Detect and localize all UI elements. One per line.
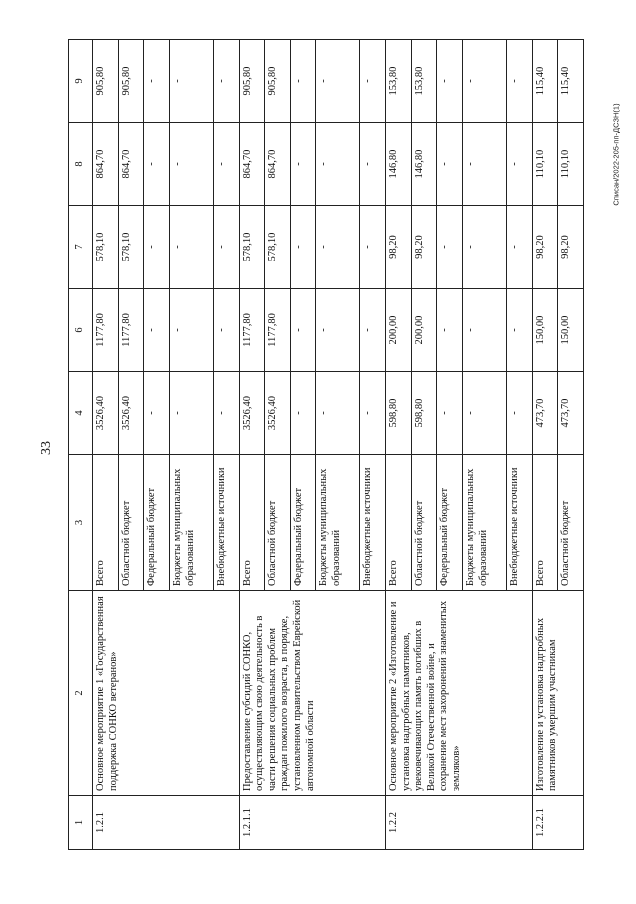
amount-cell: - — [144, 40, 170, 123]
amount-cell: 153,80 — [386, 40, 412, 123]
amount-cell: 473,70 — [558, 372, 584, 455]
amount-cell: - — [290, 123, 316, 206]
amount-cell: - — [316, 206, 360, 289]
amount-cell: - — [290, 372, 316, 455]
amount-cell: 578,10 — [265, 206, 291, 289]
funding-source-cell: Внебюджетные источники — [360, 455, 386, 591]
amount-cell: - — [507, 206, 533, 289]
amount-cell: - — [290, 40, 316, 123]
amount-cell: - — [507, 289, 533, 372]
amount-cell: - — [360, 206, 386, 289]
amount-cell: - — [507, 372, 533, 455]
amount-cell: 146,80 — [411, 123, 437, 206]
amount-cell: 200,00 — [411, 289, 437, 372]
header-cell: 3 — [69, 455, 93, 591]
funding-source-cell: Областной бюджет — [411, 455, 437, 591]
amount-cell: 3526,40 — [265, 372, 291, 455]
amount-cell: 1177,80 — [239, 289, 265, 372]
amount-cell: 98,20 — [558, 206, 584, 289]
amount-cell: 578,10 — [118, 206, 144, 289]
funding-source-cell: Всего — [93, 455, 119, 591]
funding-source-cell: Областной бюджет — [558, 455, 584, 591]
table-row — [93, 40, 119, 850]
amount-cell: - — [360, 289, 386, 372]
measure-name-cell: Основное мероприятие 1 «Государственная поддержка СОНКО ветеранов» — [93, 591, 240, 796]
header-cell: 1 — [69, 796, 93, 850]
amount-cell: - — [316, 40, 360, 123]
budget-table — [68, 39, 584, 850]
funding-source-cell: Федеральный бюджет — [290, 455, 316, 591]
amount-cell: 905,80 — [239, 40, 265, 123]
funding-source-cell: Внебюджетные источники — [507, 455, 533, 591]
amount-cell: - — [144, 372, 170, 455]
measure-name-cell: Основное мероприятие 2 «Изготовление и установка надгробных памятников, увековечивающих память погибших в Великой Отечественной войне, и сохранение мест захоронений знаменитых земляков» — [386, 591, 533, 796]
funding-source-cell: Федеральный бюджет — [144, 455, 170, 591]
amount-cell: - — [437, 206, 463, 289]
amount-cell: - — [144, 289, 170, 372]
header-cell: 7 — [69, 206, 93, 289]
amount-cell: 3526,40 — [118, 372, 144, 455]
rotated-table-container — [68, 40, 584, 850]
amount-cell: 1177,80 — [118, 289, 144, 372]
table-frame — [68, 40, 584, 850]
header-cell: 9 — [69, 40, 93, 123]
header-cell: 4 — [69, 372, 93, 455]
amount-cell: - — [507, 123, 533, 206]
amount-cell: 578,10 — [93, 206, 119, 289]
amount-cell: - — [169, 40, 213, 123]
amount-cell: 115,40 — [532, 40, 558, 123]
amount-cell: - — [463, 289, 507, 372]
amount-cell: - — [213, 289, 239, 372]
amount-cell: - — [437, 289, 463, 372]
amount-cell: 864,70 — [118, 123, 144, 206]
amount-cell: - — [463, 40, 507, 123]
amount-cell: 598,80 — [386, 372, 412, 455]
amount-cell: 3526,40 — [93, 372, 119, 455]
amount-cell: 864,70 — [239, 123, 265, 206]
table-row — [386, 40, 412, 850]
amount-cell: - — [290, 289, 316, 372]
amount-cell: - — [437, 40, 463, 123]
measure-name-cell: Предоставление субсидий СОНКО, осуществляющим свою деятельность в части решения социальных проблем граждан пожилого возраста, в порядке, установленном правительством Еврейской автономной области — [239, 591, 386, 796]
amount-cell: - — [213, 40, 239, 123]
amount-cell: - — [316, 123, 360, 206]
amount-cell: - — [463, 123, 507, 206]
amount-cell: - — [169, 123, 213, 206]
table-body — [93, 40, 584, 850]
funding-source-cell: Всего — [386, 455, 412, 591]
amount-cell: - — [169, 206, 213, 289]
amount-cell: 864,70 — [93, 123, 119, 206]
funding-source-cell: Бюджеты муниципальных образований — [169, 455, 213, 591]
funding-source-cell: Областной бюджет — [265, 455, 291, 591]
amount-cell: - — [360, 123, 386, 206]
amount-cell: 110,10 — [558, 123, 584, 206]
table-row — [532, 40, 558, 850]
amount-cell: - — [290, 206, 316, 289]
amount-cell: - — [316, 372, 360, 455]
funding-source-cell: Всего — [239, 455, 265, 591]
funding-source-cell: Областной бюджет — [118, 455, 144, 591]
amount-cell: 98,20 — [532, 206, 558, 289]
amount-cell: 98,20 — [411, 206, 437, 289]
amount-cell: - — [316, 289, 360, 372]
amount-cell: - — [360, 40, 386, 123]
header-cell: 6 — [69, 289, 93, 372]
header-cell: 2 — [69, 591, 93, 796]
amount-cell: - — [360, 372, 386, 455]
amount-cell: 1177,80 — [93, 289, 119, 372]
amount-cell: 146,80 — [386, 123, 412, 206]
amount-cell: - — [463, 372, 507, 455]
amount-cell: 905,80 — [265, 40, 291, 123]
funding-source-cell: Бюджеты муниципальных образований — [316, 455, 360, 591]
amount-cell: - — [507, 40, 533, 123]
table-row — [239, 40, 265, 850]
funding-source-cell: Всего — [532, 455, 558, 591]
amount-cell: 1177,80 — [265, 289, 291, 372]
amount-cell: - — [463, 206, 507, 289]
amount-cell: 864,70 — [265, 123, 291, 206]
funding-source-cell: Бюджеты муниципальных образований — [463, 455, 507, 591]
amount-cell: 150,00 — [558, 289, 584, 372]
amount-cell: 115,40 — [558, 40, 584, 123]
amount-cell: 3526,40 — [239, 372, 265, 455]
amount-cell: - — [213, 206, 239, 289]
header-row — [69, 40, 93, 850]
amount-cell: - — [437, 123, 463, 206]
measure-code-cell: 1.2.2.1 — [532, 796, 583, 850]
measure-code-cell: 1.2.1.1 — [239, 796, 386, 850]
amount-cell: 905,80 — [93, 40, 119, 123]
measure-name-cell: Изготовление и установка надгробных памятников умершим участникам — [532, 591, 583, 796]
amount-cell: - — [213, 123, 239, 206]
measure-code-cell: 1.2.2 — [386, 796, 533, 850]
amount-cell: 98,20 — [386, 206, 412, 289]
header-cell: 8 — [69, 123, 93, 206]
amount-cell: - — [144, 206, 170, 289]
amount-cell: 598,80 — [411, 372, 437, 455]
amount-cell: 473,70 — [532, 372, 558, 455]
amount-cell: 905,80 — [118, 40, 144, 123]
funding-source-cell: Федеральный бюджет — [437, 455, 463, 591]
funding-source-cell: Внебюджетные источники — [213, 455, 239, 591]
amount-cell: - — [437, 372, 463, 455]
amount-cell: 153,80 — [411, 40, 437, 123]
amount-cell: 578,10 — [239, 206, 265, 289]
amount-cell: - — [213, 372, 239, 455]
document-side-code: Списан/2022-205-пп-ДСЗН(1) — [611, 103, 621, 206]
measure-code-cell: 1.2.1 — [93, 796, 240, 850]
amount-cell: - — [144, 123, 170, 206]
amount-cell: 200,00 — [386, 289, 412, 372]
amount-cell: - — [169, 372, 213, 455]
page-number: 33 — [39, 441, 54, 455]
amount-cell: 150,00 — [532, 289, 558, 372]
amount-cell: 110,10 — [532, 123, 558, 206]
amount-cell: - — [169, 289, 213, 372]
